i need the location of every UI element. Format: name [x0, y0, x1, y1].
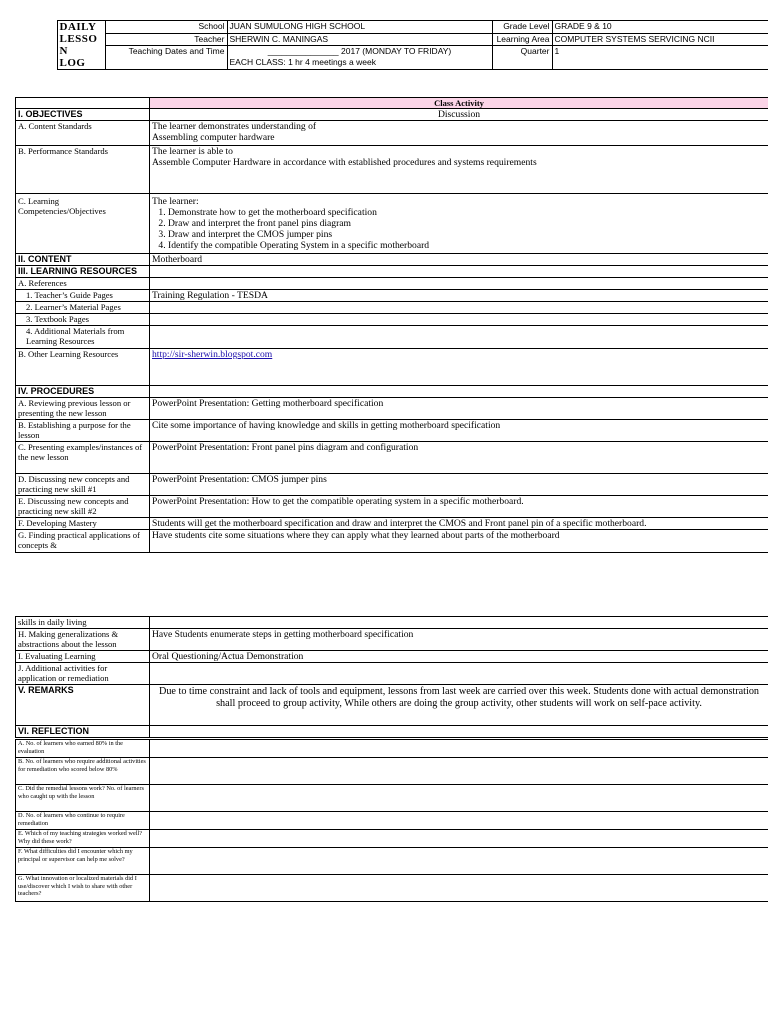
procedure-label: E. Discussing new concepts and practicing new skill #2: [16, 496, 150, 518]
area-label: Learning Area: [492, 33, 552, 46]
blog-link[interactable]: http://sir-sherwin.blogspot.com: [152, 349, 273, 360]
evaluation-value: Oral Questioning/Actua Demonstration: [150, 651, 768, 663]
procedure-label: D. Discussing new concepts and practicing new skill #1: [16, 474, 150, 496]
procedure-label: G. Finding practical applications of concepts &: [16, 530, 150, 553]
guide-value: Training Regulation - TESDA: [150, 290, 768, 302]
performance-standards-value: The learner is able to Assemble Computer Hardware in accordance with established procedures and systems requirements: [150, 146, 768, 194]
procedure-label: F. Developing Mastery: [16, 518, 150, 530]
reflection-item: F. What difficulties did I encounter which my principal or supervisor can help me solve?: [16, 848, 150, 875]
quarter-label: Quarter: [492, 46, 552, 70]
competency-item: 1. Demonstrate how to get the motherboard specification: [168, 207, 766, 218]
procedure-value: Cite some importance of having knowledge and skills in getting motherboard specification: [150, 420, 768, 442]
objectives-heading: I. OBJECTIVES: [16, 109, 150, 121]
procedure-label-continued: skills in daily living: [16, 617, 150, 629]
other-resources-label: B. Other Learning Resources: [16, 349, 150, 386]
area-value: COMPUTER SYSTEMS SERVICING NCII: [552, 33, 768, 46]
school-label: School: [105, 21, 227, 34]
content-standards-value: The learner demonstrates understanding of Assembling computer hardware: [150, 121, 768, 146]
quarter-value: 1: [552, 46, 768, 70]
content-heading: II. CONTENT: [16, 254, 150, 266]
teacher-value: SHERWIN C. MANINGAS: [227, 33, 492, 46]
additional-materials-label: 4. Additional Materials from Learning Resources: [16, 326, 150, 349]
school-value: JUAN SUMULONG HIGH SCHOOL: [227, 21, 492, 34]
procedure-value: PowerPoint Presentation: How to get the compatible operating system in a specific motherboard.: [150, 496, 768, 518]
lesson-table-page-2: [15, 616, 768, 738]
additional-activities-label: J. Additional activities for application or remediation: [16, 663, 150, 685]
dates-label: Teaching Dates and Time: [105, 46, 227, 70]
reflection-item: D. No. of learners who continue to require remediation: [16, 812, 150, 830]
page-title: DAILY LESSO N LOG: [57, 21, 105, 70]
procedure-label: B. Establishing a purpose for the lesson: [16, 420, 150, 442]
class-activity-header: Class Activity: [150, 98, 768, 109]
reflection-item: B. No. of learners who require additional activities for remediation who scored below 80%: [16, 758, 150, 785]
procedure-value: PowerPoint Presentation: Front panel pins diagram and configuration: [150, 442, 768, 474]
evaluation-label: I. Evaluating Learning: [16, 651, 150, 663]
procedure-value: Students will get the motherboard specification and draw and interpret the CMOS and Front panel pin of a specific motherboard.: [150, 518, 768, 530]
generalization-label: H. Making generalizations & abstractions about the lesson: [16, 629, 150, 651]
guide-label: 1. Teacher’s Guide Pages: [16, 290, 150, 302]
competency-item: 2. Draw and interpret the front panel pins diagram: [168, 218, 766, 229]
teacher-label: Teacher: [105, 33, 227, 46]
performance-standards-label: B. Performance Standards: [16, 146, 150, 194]
reflection-item: C. Did the remedial lessons work? No. of learners who caught up with the lesson: [16, 785, 150, 812]
competency-item: 4. Identify the compatible Operating System in a specific motherboard: [168, 240, 766, 251]
competencies-label: C. Learning Competencies/Objectives: [16, 194, 150, 254]
resources-heading: III. LEARNING RESOURCES: [16, 266, 150, 278]
header-table: [15, 20, 768, 70]
reflection-item: G. What innovation or localized materials did I use/discover which I wish to share with other teachers?: [16, 875, 150, 902]
reflection-table: [15, 739, 768, 902]
grade-value: GRADE 9 & 10: [552, 21, 768, 34]
procedure-label: A. Reviewing previous lesson or presenting the new lesson: [16, 398, 150, 420]
reflection-heading: VI. REFLECTION: [16, 726, 150, 738]
reflection-item: A. No. of learners who earned 80% in the evaluation: [16, 740, 150, 758]
grade-label: Grade Level: [492, 21, 552, 34]
activity-type: Discussion: [150, 109, 768, 121]
competency-item: 3. Draw and interpret the CMOS jumper pins: [168, 229, 766, 240]
dates-value: _______________ 2017 (MONDAY TO FRIDAY) EACH CLASS: 1 hr 4 meetings a week: [227, 46, 492, 70]
content-value: Motherboard: [150, 254, 768, 266]
reflection-item: E. Which of my teaching strategies worked well? Why did these work?: [16, 830, 150, 848]
textbook-label: 3. Textbook Pages: [16, 314, 150, 326]
content-standards-label: A. Content Standards: [16, 121, 150, 146]
lesson-table-page-1: [15, 97, 768, 553]
procedures-heading: IV. PROCEDURES: [16, 386, 150, 398]
competencies-value: The learner: 1. Demonstrate how to get the motherboard specification 2. Draw and interpret the front panel pins diagram 3. Draw and interpret the CMOS jumper pins 4. Identify the compatible Operating System in a specific motherboard: [150, 194, 768, 254]
procedure-value: PowerPoint Presentation: Getting motherboard specification: [150, 398, 768, 420]
remarks-heading: V. REMARKS: [16, 685, 150, 726]
references-label: A. References: [16, 278, 150, 290]
procedure-label: C. Presenting examples/instances of the new lesson: [16, 442, 150, 474]
generalization-value: Have Students enumerate steps in getting motherboard specification: [150, 629, 768, 651]
remarks-value: Due to time constraint and lack of tools and equipment, lessons from last week are carried over this week. Students done with actual demonstration shall proceed to group activity, While others are doing the group activity, other students will work on self-pace activity.: [150, 685, 768, 726]
material-label: 2. Learner’s Material Pages: [16, 302, 150, 314]
procedure-value: PowerPoint Presentation: CMOS jumper pins: [150, 474, 768, 496]
procedure-value: Have students cite some situations where they can apply what they learned about parts of the motherboard: [150, 530, 768, 553]
